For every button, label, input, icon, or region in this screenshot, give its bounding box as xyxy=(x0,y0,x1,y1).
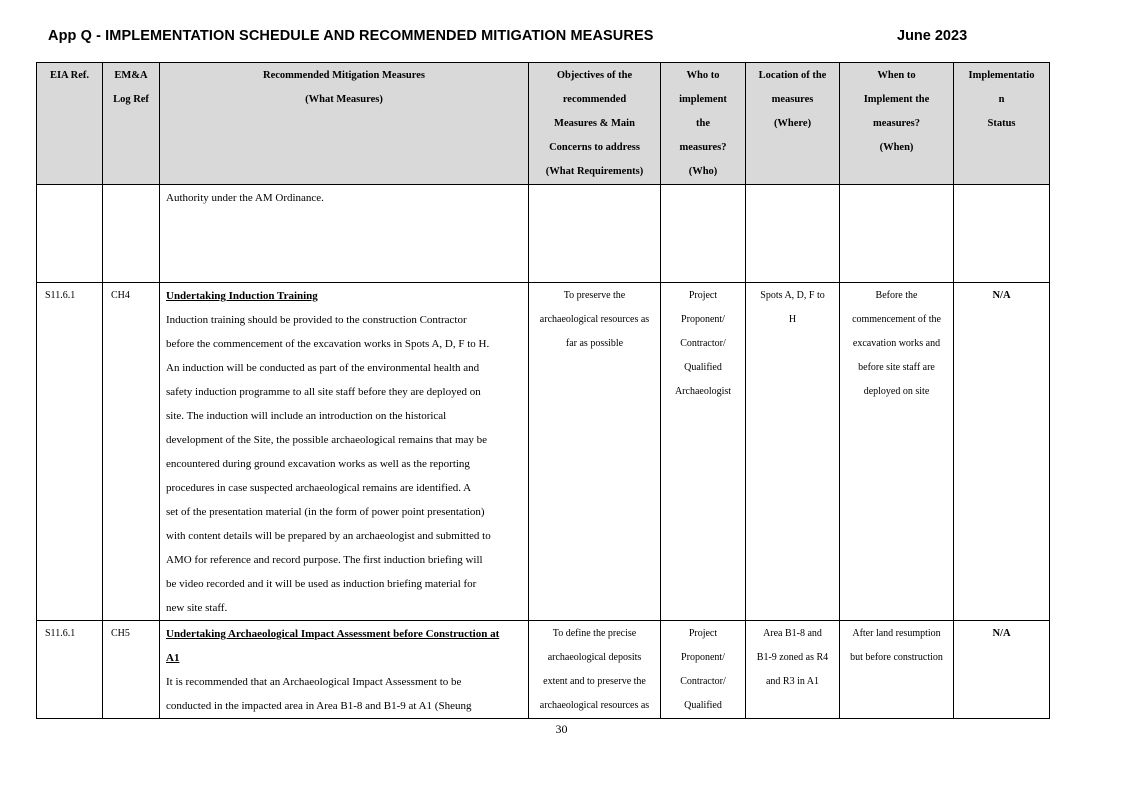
document-title: App Q - IMPLEMENTATION SCHEDULE AND RECOMMENDED MITIGATION MEASURES xyxy=(48,28,654,44)
cell-text-line: archaeological resources as xyxy=(539,700,650,711)
column-header-eia-ref xyxy=(37,63,103,185)
table-header-row xyxy=(37,63,1050,185)
column-header-line: Implementatio xyxy=(968,70,1035,81)
cell-text-line: To define the precise xyxy=(552,628,637,639)
location-cell xyxy=(746,283,840,621)
cell-text-line: Project xyxy=(688,628,718,639)
cell-text-line: Proponent/ xyxy=(681,652,725,663)
status-cell: N/A xyxy=(954,283,1050,621)
page-number: 30 xyxy=(555,722,568,736)
measure-title xyxy=(166,622,524,670)
cell-text-line: A1 xyxy=(166,652,180,664)
eia-ref-cell: S11.6.1 xyxy=(37,283,103,621)
column-header-line: (What Measures) xyxy=(305,94,383,105)
column-header-line: Implement the xyxy=(863,94,930,105)
column-header-line: Status xyxy=(987,118,1016,129)
column-header-line: Who to xyxy=(686,70,720,81)
objectives-cell xyxy=(529,185,661,283)
cell-text-line: H xyxy=(788,314,797,325)
column-header-when xyxy=(840,63,954,185)
cell-text-line: Induction training should be provided to the construction Contractor xyxy=(166,314,467,326)
when-cell xyxy=(840,185,954,283)
cell-text-line: B1-9 zoned as R4 xyxy=(756,652,829,663)
column-header-line: EM&A xyxy=(114,70,148,81)
measures-cell xyxy=(160,283,529,621)
column-header-line: When to xyxy=(877,70,916,81)
when-cell xyxy=(840,283,954,621)
cell-text-line: Contractor/ xyxy=(680,676,726,687)
eia-ref-cell: S11.6.1 xyxy=(37,621,103,719)
cell-text-line: Authority under the AM Ordinance. xyxy=(166,192,324,204)
cell-text-line: procedures in case suspected archaeological remains are identified. A xyxy=(166,482,472,494)
cell-text-line: Qualified xyxy=(684,362,722,373)
cell-text-line: After land resumption xyxy=(852,628,941,639)
objectives-cell xyxy=(529,283,661,621)
column-header-line: recommended xyxy=(562,94,627,105)
cell-text-line: Contractor/ xyxy=(680,338,726,349)
cell-text-line: conducted in the impacted area in Area B1-8 and B1-9 at A1 (Sheung xyxy=(166,700,472,712)
who-cell xyxy=(661,185,746,283)
table-row xyxy=(37,283,1050,621)
cell-text-line: Undertaking Archaeological Impact Assessment before Construction at xyxy=(166,628,500,640)
measures-cell xyxy=(160,621,529,719)
cell-text-line: new site staff. xyxy=(166,602,228,614)
ema-ref-cell: CH5 xyxy=(103,621,160,719)
ema-ref-cell: CH4 xyxy=(103,283,160,621)
column-header-status xyxy=(954,63,1050,185)
column-header-line: Objectives of the xyxy=(556,70,633,81)
column-header-line: Log Ref xyxy=(113,94,149,105)
mitigation-measures-table xyxy=(36,62,1050,719)
cell-text-line: Project xyxy=(688,290,718,301)
column-header-location xyxy=(746,63,840,185)
cell-text-line: set of the presentation material (in the form of power point presentation) xyxy=(166,506,485,518)
column-header-line: (What Requirements) xyxy=(545,166,644,177)
who-cell xyxy=(661,283,746,621)
when-cell xyxy=(840,621,954,719)
column-header-line: the xyxy=(696,118,710,129)
column-header-line: Concerns to address xyxy=(549,142,640,153)
cell-text-line: with content details will be prepared by an archaeologist and submitted to xyxy=(166,530,491,542)
column-header-line: (Where) xyxy=(773,118,812,129)
column-header-line: measures xyxy=(771,94,814,105)
document-date: June 2023 xyxy=(897,28,968,44)
cell-text-line: and R3 in A1 xyxy=(765,676,820,687)
cell-text-line: be video recorded and it will be used as induction briefing material for xyxy=(166,578,477,590)
column-header-line: Measures & Main xyxy=(554,118,635,129)
cell-text-line: Qualified xyxy=(684,700,722,711)
cell-text-line: site. The induction will include an introduction on the historical xyxy=(166,410,447,422)
cell-text-line: before site staff are xyxy=(858,362,935,373)
cell-text-line: commencement of the xyxy=(852,314,941,325)
status-cell: N/A xyxy=(954,621,1050,719)
cell-text-line: To preserve the xyxy=(563,290,626,301)
eia-ref-cell xyxy=(37,185,103,283)
location-cell xyxy=(746,621,840,719)
cell-text-line: An induction will be conducted as part of the environmental health and xyxy=(166,362,480,374)
cell-text-line: It is recommended that an Archaeological Impact Assessment to be xyxy=(166,676,462,688)
column-header-line: implement xyxy=(679,94,727,105)
cell-text-line: Before the xyxy=(875,290,918,301)
column-header-line: (Who) xyxy=(688,166,718,177)
cell-text-line: Archaeologist xyxy=(674,386,732,397)
column-header-line: Recommended Mitigation Measures xyxy=(263,70,425,81)
who-cell xyxy=(661,621,746,719)
cell-text-line: archaeological resources as xyxy=(539,314,650,325)
cell-text-line: Proponent/ xyxy=(681,314,725,325)
column-header-line: Location of the xyxy=(758,70,827,81)
cell-text-line: Spots A, D, F to xyxy=(760,290,825,301)
column-header-line: (When) xyxy=(879,142,914,153)
cell-text-line: before the commencement of the excavation works in Spots A, D, F to H. xyxy=(166,338,490,350)
cell-text-line: safety induction programme to all site staff before they are deployed on xyxy=(166,386,481,398)
column-header-line: EIA Ref. xyxy=(49,70,90,81)
cell-text-line: development of the Site, the possible archaeological remains that may be xyxy=(166,434,488,446)
cell-text-line: but before construction xyxy=(850,652,943,663)
ema-ref-cell xyxy=(103,185,160,283)
cell-text-line: far as possible xyxy=(565,338,624,349)
cell-text-line: extent and to preserve the xyxy=(543,676,646,687)
location-cell xyxy=(746,185,840,283)
cell-text-line: deployed on site xyxy=(863,386,930,397)
column-header-line: measures? xyxy=(872,118,921,129)
column-header-who xyxy=(661,63,746,185)
column-header-measures xyxy=(160,63,529,185)
cell-text-line: AMO for reference and record purpose. The first induction briefing will xyxy=(166,554,483,566)
measure-title: Undertaking Induction Training xyxy=(166,290,318,302)
cell-text-line: archaeological deposits xyxy=(547,652,642,663)
table-row xyxy=(37,621,1050,719)
status-cell xyxy=(954,185,1050,283)
cell-text-line: excavation works and xyxy=(852,338,941,349)
objectives-cell xyxy=(529,621,661,719)
column-header-line: measures? xyxy=(679,142,727,153)
cell-text-line: Area B1-8 and xyxy=(763,628,822,639)
column-header-ema-ref xyxy=(103,63,160,185)
measures-cell xyxy=(160,185,529,283)
column-header-line: n xyxy=(998,94,1005,105)
cell-text-line: encountered during ground excavation works as well as the reporting xyxy=(166,458,470,470)
table-row xyxy=(37,185,1050,283)
column-header-objectives xyxy=(529,63,661,185)
